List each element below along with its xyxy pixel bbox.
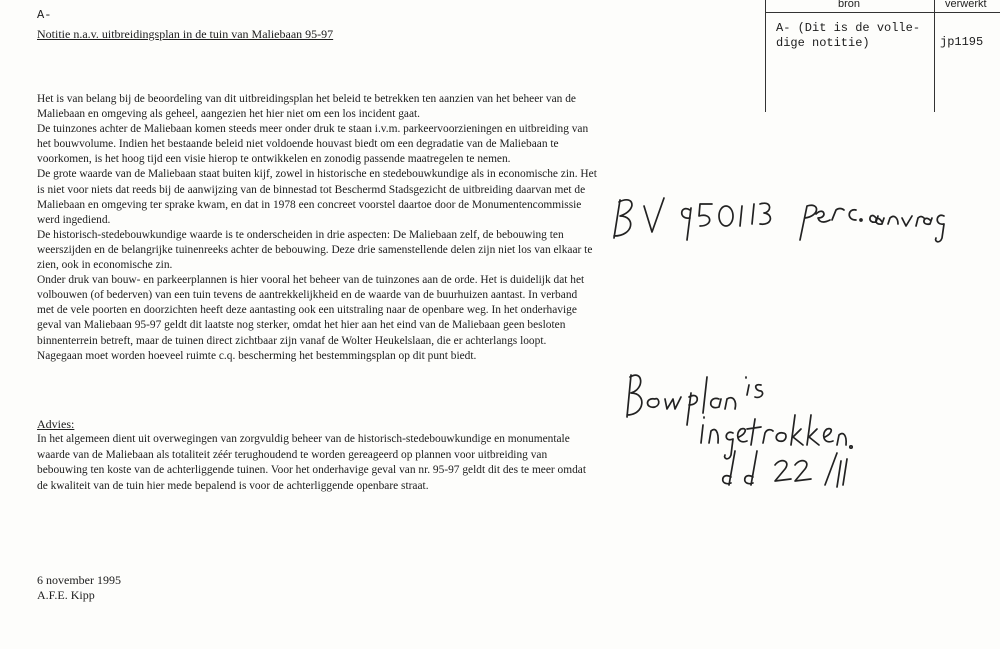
paragraph-waarde: De grote waarde van de Maliebaan staat buiten kijf, zowel in historische en stedebouwkundige als in economische zin. Het is niet voor niets dat reeds bij de aanwijzing van de binnestad tot Beschermd Stadsgezicht de uitbreiding daarvan met de Maliebaan en omgeving ter sprake kwam, en dat in 1978 een concreet voorstel daartoe door de Monumentencommissie werd ingediend. [37, 168, 597, 226]
verwerkt-value: jp1195 [940, 35, 984, 49]
table-column-divider [934, 0, 935, 112]
table-border-left [765, 0, 766, 112]
signature-name: A.F.E. Kipp [37, 588, 95, 602]
paragraph-bouwplannen: Onder druk van bouw- en parkeerplannen is hier vooral het beheer van de tuinzones aan de orde. Het is duidelijk dat het volbouwen (of bederven) van een tuin tevens de aantrekkelijkheid en de waarde van de buurhuizen aantast. In verband met de vele poorten en doorzichten heeft deze aantasting ook een uitstraling naar de openbare weg. In het onderhavige geval van Maliebaan 95-97 geldt dit laatste nog sterker, omdat het hier aan het eind van de Maliebaan geen besloten binnenterrein betreft, maar de tuinen direct zichtbaar zijn vanaf de Wolter Heukelslaan, die er achterlangs loopt. [37, 274, 585, 347]
handwritten-note-withdrawn [615, 355, 855, 495]
paragraph-policy: Het is van belang bij de beoordeling van dit uitbreidingsplan het beleid te betrekken ten aanzien van het beheer van de Maliebaan en omgeving als geheel, aangezien het hier niet om een los incident gaat. [37, 93, 576, 121]
paragraph-aspecten: De historisch-stedebouwkundige waarde is te onderscheiden in drie aspecten: De Maliebaan zelf, de bebouwing ten weerszijden en de belangrijke tuinenreeks achter de bebouwing. Deze drie samenstellende delen zijn niet los van elkaar te zien, ook in economische zin. [37, 228, 593, 272]
paragraph-tuinzones: De tuinzones achter de Maliebaan komen steeds meer onder druk te staan i.v.m. parkeervoorzieningen en uitbreiding van het bouwvolume. Indien het bestaande beleid niet voldoende houvast biedt om een degradatie van de Maliebaan te voorkomen, is het hoog tijd een visie hierop te ontwikkelen en zonodig passende maatregelen te nemen. [37, 123, 589, 166]
bron-column-header: bron [838, 0, 861, 10]
paragraph-bestemmingsplan: Nagegaan moet worden hoeveel ruimte c.q. bescherming het bestemmingsplan op dit punt biedt. [37, 349, 477, 362]
body-text [37, 92, 597, 364]
signature-date: 6 november 1995 [37, 573, 121, 587]
advice-heading: Advies: [37, 417, 75, 431]
document-code: A- [37, 8, 52, 22]
signature-block [37, 573, 121, 603]
registration-table [765, 0, 1000, 112]
advice-text: In het algemeen dient uit overwegingen van zorgvuldig beheer van de historisch-stedebouwkundige en monumentale waarde van de Maliebaan als totaliteit zéér terughoudend te worden gereageerd op plannen voor uitbreiding van bebouwing ten koste van de achterliggende tuinen. Voor het onderhavige geval van nr. 95-97 geldt dit des te meer omdat de kwaliteit van de tuin hier mede bepalend is voor de achterliggende openbare straat. [37, 433, 587, 492]
document-title: Notitie n.a.v. uitbreidingsplan in de tuin van Maliebaan 95-97 [37, 27, 334, 41]
bron-value: A- (Dit is de volle- dige notitie) [776, 21, 921, 50]
handwritten-note-permit [600, 180, 960, 250]
verwerkt-column-header: verwerkt [945, 0, 987, 10]
table-header-divider [765, 12, 1000, 13]
